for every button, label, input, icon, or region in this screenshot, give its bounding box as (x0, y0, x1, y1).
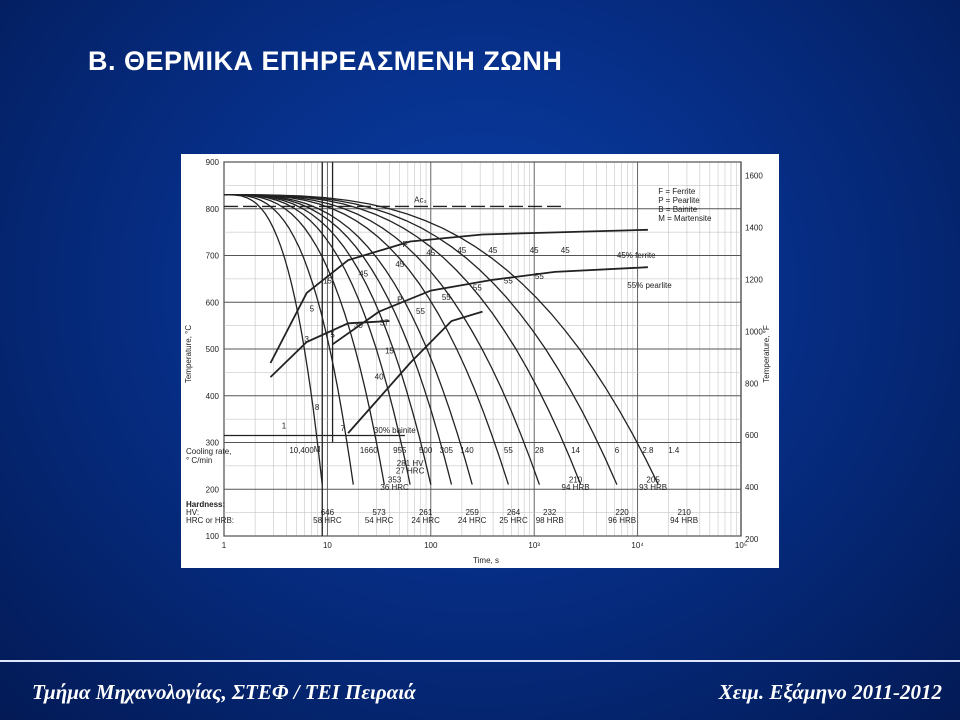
region-label-ferrite: F (402, 240, 408, 250)
slide-title: Β. ΘΕΡΜΙΚΑ ΕΠΗΡΕΑΣΜΕΝΗ ΖΩΝΗ (88, 46, 563, 76)
ac3-label: Ac₃ (414, 195, 427, 205)
footer-semester: Χειμ. Εξάμηνο 2011-2012 (718, 680, 942, 704)
x-tick-label: 100 (424, 541, 438, 550)
y-tick-label-c: 200 (205, 485, 219, 495)
y-tick-label-c: 600 (205, 298, 219, 308)
x-tick-label: 10 (322, 541, 332, 550)
cooling-rate-value: 6 (614, 445, 620, 455)
ferrite-percent-number: 45 (395, 260, 405, 270)
cooling-rate-label: Cooling rate, (186, 447, 232, 457)
cooling-rate-value: 10,400 (289, 445, 314, 455)
x-tick-label: 1 (221, 541, 227, 550)
y-tick-label-f: 1400 (745, 223, 763, 233)
ferrite-percent-number: 45 (488, 246, 498, 256)
curve-number: 5 (330, 330, 335, 340)
region-label-martensite: M (313, 444, 321, 454)
y-axis-title-left: Temperature, °C (184, 324, 193, 384)
curve-number: 30 (353, 320, 363, 330)
curve-number: 40 (374, 372, 384, 382)
pearlite-percent-number: 55 (416, 306, 425, 316)
hardness-hv-value: 264 (506, 507, 521, 517)
cooling-rate-value: 1.4 (668, 445, 680, 455)
hv-label: HV: (186, 507, 200, 517)
y-tick-label-f: 600 (745, 431, 759, 441)
hardness-hrc-value: 36 HRC (380, 483, 409, 493)
y-tick-label-c: 100 (205, 532, 219, 541)
pearlite-percent-number: 55 (472, 283, 482, 293)
hardness-hrc-value: 96 HRB (608, 515, 637, 525)
curve-number: 8 (314, 402, 320, 412)
y-tick-label-f: 1600 (745, 171, 763, 181)
x-tick-label: 10³ (528, 541, 540, 550)
legend-entry: F = Ferrite (658, 187, 696, 196)
hardness-hv-value: 210 (568, 475, 583, 485)
hardness-hv-value: 573 (372, 507, 386, 517)
hardness-hrc-value: 93 HRB (639, 483, 668, 493)
hardness-hv-value: 646 (320, 507, 335, 517)
y-tick-label-f: 1000 (745, 327, 763, 337)
x-tick-label: 10⁵ (734, 541, 748, 550)
y-tick-label-c: 800 (205, 204, 219, 214)
footer-divider (0, 660, 960, 662)
hardness-hv-value: 281 HV (396, 458, 424, 468)
hardness-hv-value: 205 (646, 475, 660, 485)
curve-number: 15 (322, 276, 332, 286)
hardness-hv-value: 232 (543, 507, 557, 517)
ferrite-percent-number: 45 (529, 246, 539, 256)
pearlite-percent-label: 55% pearlite (627, 281, 672, 291)
curve-number: 37 (379, 318, 389, 328)
curve-number: 7 (340, 423, 346, 433)
hardness-hv-value: 220 (615, 507, 629, 517)
cooling-curve (224, 195, 539, 485)
y-tick-label-c: 400 (205, 391, 219, 401)
region-label-pearlite: P (397, 295, 403, 305)
ferrite-percent-number: 45 (457, 246, 467, 256)
hardness-hrc-value: 25 HRC (499, 515, 528, 525)
y-tick-label-f: 200 (745, 535, 759, 545)
y-tick-label-c: 300 (205, 438, 219, 448)
ferrite-percent-number: 45 (359, 269, 369, 279)
hrc-label: HRC or HRB: (186, 515, 235, 525)
curve-number: 3 (304, 334, 309, 344)
x-axis-title: Time, s (473, 556, 499, 565)
cooling-rate-value: 500 (418, 445, 433, 455)
legend-entry: B = Bainite (658, 205, 698, 214)
cooling-curve (224, 195, 353, 485)
cooling-rate-value: 1660 (359, 445, 378, 455)
cct-diagram (181, 154, 779, 568)
hardness-hv-value: 261 (418, 507, 433, 517)
footer-department: Τμήμα Μηχανολογίας, ΣΤΕΦ / ΤΕΙ Πειραιά (32, 680, 416, 704)
y-tick-label-c: 900 (205, 158, 219, 167)
hardness-hv-value: 353 (387, 475, 402, 485)
hardness-hrc-value: 58 HRC (313, 515, 342, 525)
cooling-rate-value: 28 (534, 445, 544, 455)
cooling-rate-value: 955 (393, 445, 407, 455)
hardness-hrc-value: 54 HRC (364, 515, 394, 525)
hardness-hrc-value: 27 HRC (395, 466, 425, 476)
legend-entry: P = Pearlite (658, 196, 700, 205)
cct-chart-svg (181, 154, 779, 568)
cooling-rate-value: 305 (439, 445, 453, 455)
pearlite-percent-number: 55 (503, 276, 513, 286)
cooling-rate-value: 140 (460, 445, 474, 455)
hardness-hrc-value: 94 HRB (561, 483, 590, 493)
hardness-hrc-value: 24 HRC (411, 515, 440, 525)
y-tick-label-f: 800 (745, 379, 759, 389)
y-tick-label-f: 1200 (745, 275, 763, 285)
hardness-hv-value: 210 (677, 507, 691, 517)
cooling-rate-label: ° C/min (186, 456, 213, 466)
ferrite-percent-number: 45 (560, 246, 570, 256)
hardness-hrc-value: 94 HRB (670, 515, 699, 525)
x-tick-label: 10⁴ (631, 541, 644, 550)
hardness-label: Hardness: (186, 500, 226, 510)
y-axis-title-right: Temperature, °F (762, 325, 771, 383)
hardness-hv-value: 259 (465, 507, 479, 517)
bainite-percent-label: 30% bainite (373, 426, 416, 436)
curve-number: 15 (384, 346, 394, 356)
cooling-rate-value: 2.8 (642, 445, 654, 455)
cooling-rate-value: 55 (503, 445, 513, 455)
hardness-hrc-value: 24 HRC (457, 515, 487, 525)
ferrite-percent-number: 45 (426, 248, 436, 258)
cooling-rate-value: 14 (571, 445, 581, 455)
pearlite-percent-number: 55 (534, 271, 544, 281)
cooling-curve (224, 195, 508, 485)
curve-number: 1 (281, 421, 287, 431)
curve-number: 5 (309, 304, 315, 314)
hardness-hrc-value: 98 HRB (535, 515, 564, 525)
y-tick-label-f: 400 (745, 483, 759, 493)
ferrite-percent-label: 45% ferrite (616, 250, 656, 260)
y-tick-label-c: 700 (205, 251, 219, 261)
pearlite-percent-number: 55 (441, 292, 451, 302)
legend-entry: M = Martensite (658, 214, 712, 223)
y-tick-label-c: 500 (205, 345, 219, 354)
